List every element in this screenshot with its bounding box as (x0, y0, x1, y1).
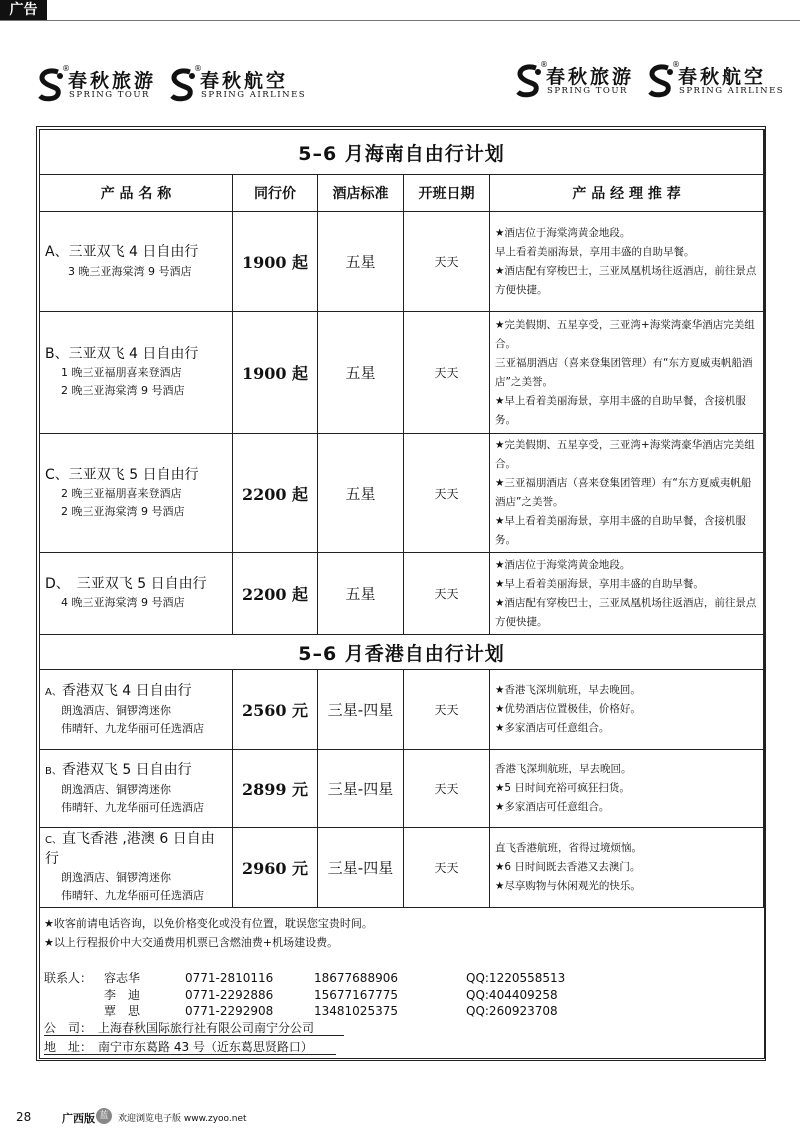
price-cell: 1900 起 (233, 312, 318, 434)
top-rule (0, 20, 800, 21)
table-header (40, 175, 764, 212)
product-cell (40, 312, 233, 434)
contact-mobile: 18677688906 (314, 971, 398, 985)
table-row (40, 670, 764, 750)
product-detail: 2 晚三亚海棠湾 9 号酒店 (61, 384, 185, 397)
product-name: C、三亚双飞 5 日自由行 (45, 466, 199, 483)
product-name: D、 三亚双飞 5 日自由行 (45, 576, 207, 592)
product-detail: 3 晚三亚海棠湾 9 号酒店 (68, 264, 192, 278)
product-name: B、三亚双飞 4 日自由行 (45, 346, 199, 362)
contact-phone: 0771-2810116 (185, 971, 274, 985)
rec-line: ★香港飞深圳航班，早去晚回。 (495, 684, 641, 696)
company-label: 公 司： (44, 1021, 93, 1035)
product-detail: 2 晚三亚海棠湾 9 号酒店 (61, 504, 185, 518)
footer-website: 欢迎浏览电子版 www.zyoo.net (118, 1114, 247, 1124)
date-cell: 天天 (404, 670, 490, 750)
spring-logo-icon (646, 64, 676, 98)
rec-line: 早上看着美丽海景，享用丰盛的自助早餐。 (495, 245, 695, 258)
price-cell: 2200 起 (233, 434, 318, 553)
date-cell: 天天 (404, 553, 490, 635)
price-cell: 2899 元 (233, 750, 318, 828)
logo-text-en: SPRING TOUR (69, 90, 150, 100)
hotel-cell: 三星-四星 (318, 828, 404, 908)
spring-tour-logo-right (514, 62, 634, 102)
recommendation-cell (490, 553, 764, 635)
recommendation-cell (490, 828, 764, 908)
rec-line: ★5 日时间充裕可疯狂扫货。 (495, 782, 630, 794)
edition-badge: 蓝 (96, 1108, 112, 1124)
product-letter: B、 (45, 765, 62, 777)
hotel-cell: 五星 (318, 434, 404, 553)
rec-line: ★6 日时间既去香港又去澳门。 (495, 861, 641, 873)
address-label: 地 址： (44, 1040, 93, 1054)
contacts-label: 联系人： (44, 971, 93, 985)
registered-mark: ® (672, 60, 680, 69)
company-name: 上海春秋国际旅行社有限公司南宁分公司 (98, 1021, 315, 1035)
product-name-line (45, 830, 228, 869)
note-line: ★以上行程报价中大交通费用机票已含燃油费+机场建设费。 (44, 936, 339, 949)
contact-qq: QQ:404409258 (466, 988, 558, 1002)
address-value: 南宁市东葛路 43 号（近东葛思贤路口） (98, 1040, 313, 1054)
rec-line: 香港飞深圳航班，早去晚回。 (495, 763, 632, 775)
rec-line: ★酒店位于海棠湾黄金地段。 (495, 226, 631, 239)
rec-line: ★酒店配有穿梭巴士，三亚凤凰机场往返酒店，前往景点方便快捷。 (495, 596, 757, 628)
product-detail: 伟晴轩、九龙华丽可任选酒店 (61, 800, 204, 814)
note-line: ★收客前请电话咨询，以免价格变化或没有位置，耽误您宝贵时间。 (44, 917, 373, 930)
contact-name: 容志华 (104, 971, 141, 985)
travel-plan-table (39, 129, 764, 908)
logo-text-en: SPRING AIRLINES (679, 86, 785, 96)
rec-line: ★完美假期、五星享受，三亚湾+海棠湾豪华酒店完美组合。 (495, 318, 755, 350)
header-hotel: 酒店标准 (318, 175, 404, 212)
logo-text-cn: 春秋旅游 (68, 70, 157, 92)
product-name-line (45, 682, 228, 702)
header-product-name: 产 品 名 称 (40, 175, 233, 212)
contact-qq: QQ:260923708 (466, 1004, 558, 1018)
hotel-cell: 三星-四星 (318, 670, 404, 750)
footer (0, 1100, 800, 1128)
header-date: 开班日期 (404, 175, 490, 212)
hainan-title: 5–6 月海南自由行计划 (40, 130, 764, 175)
date-cell: 天天 (404, 434, 490, 553)
product-cell (40, 212, 233, 312)
hotel-cell: 五星 (318, 553, 404, 635)
company-underline (44, 1035, 344, 1036)
logo-text-cn: 春秋航空 (200, 70, 289, 92)
product-detail: 伟晴轩、九龙华丽可任选酒店 (61, 721, 204, 735)
table-row (40, 828, 764, 908)
page-number: 28 (16, 1110, 32, 1124)
recommendation-cell (490, 670, 764, 750)
product-cell (40, 670, 233, 750)
notes (44, 914, 373, 952)
product-name: A、三亚双飞 4 日自由行 (45, 243, 199, 260)
rec-line: ★多家酒店可任意组合。 (495, 722, 610, 734)
recommendation-cell (490, 312, 764, 434)
rec-line: ★多家酒店可任意组合。 (495, 801, 610, 813)
product-detail: 伟晴轩、九龙华丽可任选酒店 (61, 889, 204, 902)
registered-mark: ® (194, 64, 202, 73)
product-detail: 朗逸酒店、铜锣湾迷你 (61, 703, 171, 717)
table-row (40, 434, 764, 553)
date-cell: 天天 (404, 212, 490, 312)
rec-line: 直飞香港航班，省得过境烦恼。 (495, 842, 642, 854)
address-underline (44, 1054, 336, 1055)
recommendation-cell (490, 750, 764, 828)
registered-mark: ® (62, 64, 70, 73)
product-letter: A、 (45, 686, 62, 698)
contact-mobile: 15677167775 (314, 988, 398, 1002)
rec-line: ★尽享购物与休闲观光的快乐。 (495, 880, 641, 892)
contact-name: 李 迪 (104, 988, 141, 1002)
date-cell: 天天 (404, 750, 490, 828)
product-name: 香港双飞 5 日自由行 (61, 761, 192, 778)
table-row (40, 212, 764, 312)
price-cell: 1900 起 (233, 212, 318, 312)
hongkong-title: 5–6 月香港自由行计划 (40, 635, 764, 670)
rec-line: ★三亚福朋酒店（喜来登集团管理）有“东方夏威夷帆船酒店”之美誉。 (495, 477, 752, 508)
price-cell: 2960 元 (233, 828, 318, 908)
spring-airlines-logo-left (168, 66, 308, 106)
spring-logo-icon (36, 68, 66, 102)
contact-qq: QQ:1220558513 (466, 971, 566, 985)
product-cell (40, 750, 233, 828)
logo-text-cn: 春秋旅游 (546, 66, 635, 88)
product-letter: C、 (45, 835, 62, 846)
recommendation-cell (490, 212, 764, 312)
product-cell (40, 553, 233, 635)
spring-tour-logo-left (36, 66, 156, 106)
rec-line: ★优势酒店位置极佳，价格好。 (495, 703, 641, 715)
ad-label: 广告 (0, 0, 47, 20)
product-name-line (45, 761, 228, 781)
rec-line: ★酒店配有穿梭巴士，三亚凤凰机场往返酒店，前往景点方便快捷。 (495, 264, 757, 296)
contact-mobile: 13481025375 (314, 1004, 398, 1018)
date-cell: 天天 (404, 828, 490, 908)
product-cell (40, 828, 233, 908)
price-cell: 2560 元 (233, 670, 318, 750)
date-cell: 天天 (404, 312, 490, 434)
rec-line: ★早上看着美丽海景，享用丰盛的自助早餐，含接机服务。 (495, 515, 746, 546)
table-row (40, 553, 764, 635)
rec-line: ★早上看着美丽海景，享用丰盛的自助早餐，含接机服务。 (495, 394, 746, 426)
spring-logo-icon (514, 64, 544, 98)
contact-name: 覃 思 (104, 1004, 141, 1018)
spring-logo-icon (168, 68, 198, 102)
rec-line: ★酒店位于海棠湾黄金地段。 (495, 558, 631, 571)
product-cell (40, 434, 233, 553)
rec-line: ★早上看着美丽海景，享用丰盛的自助早餐。 (495, 577, 704, 590)
logo-text-en: SPRING TOUR (547, 86, 628, 96)
logo-text-en: SPRING AIRLINES (201, 90, 307, 100)
product-detail: 朗逸酒店、铜锣湾迷你 (61, 871, 171, 884)
hotel-cell: 五星 (318, 312, 404, 434)
product-detail: 1 晚三亚福朋喜来登酒店 (61, 366, 182, 379)
product-detail: 朗逸酒店、铜锣湾迷你 (61, 782, 171, 796)
product-name: 直飞香港 ,港澳 6 日自由行 (45, 831, 215, 867)
logo-text-cn: 春秋航空 (678, 66, 767, 88)
hotel-cell: 三星-四星 (318, 750, 404, 828)
product-detail: 2 晚三亚福朋喜来登酒店 (61, 486, 182, 500)
hotel-cell: 五星 (318, 212, 404, 312)
table-row (40, 750, 764, 828)
contact-phone: 0771-2292886 (185, 988, 274, 1002)
product-detail: 4 晚三亚海棠湾 9 号酒店 (61, 596, 185, 609)
rec-line: 三亚福朋酒店（喜来登集团管理）有“东方夏威夷帆船酒店”之美誉。 (495, 356, 753, 388)
table-row (40, 312, 764, 434)
header-price: 同行价 (233, 175, 318, 212)
spring-airlines-logo-right (646, 62, 786, 102)
registered-mark: ® (540, 60, 548, 69)
edition-label: 广西版 (62, 1112, 95, 1125)
product-name: 香港双飞 4 日自由行 (61, 682, 192, 699)
price-cell: 2200 起 (233, 553, 318, 635)
header-recommendation: 产 品 经 理 推 荐 (490, 175, 764, 212)
contact-phone: 0771-2292908 (185, 1004, 274, 1018)
rec-line: ★完美假期、五星享受，三亚湾+海棠湾豪华酒店完美组合。 (495, 439, 755, 470)
recommendation-cell (490, 434, 764, 553)
